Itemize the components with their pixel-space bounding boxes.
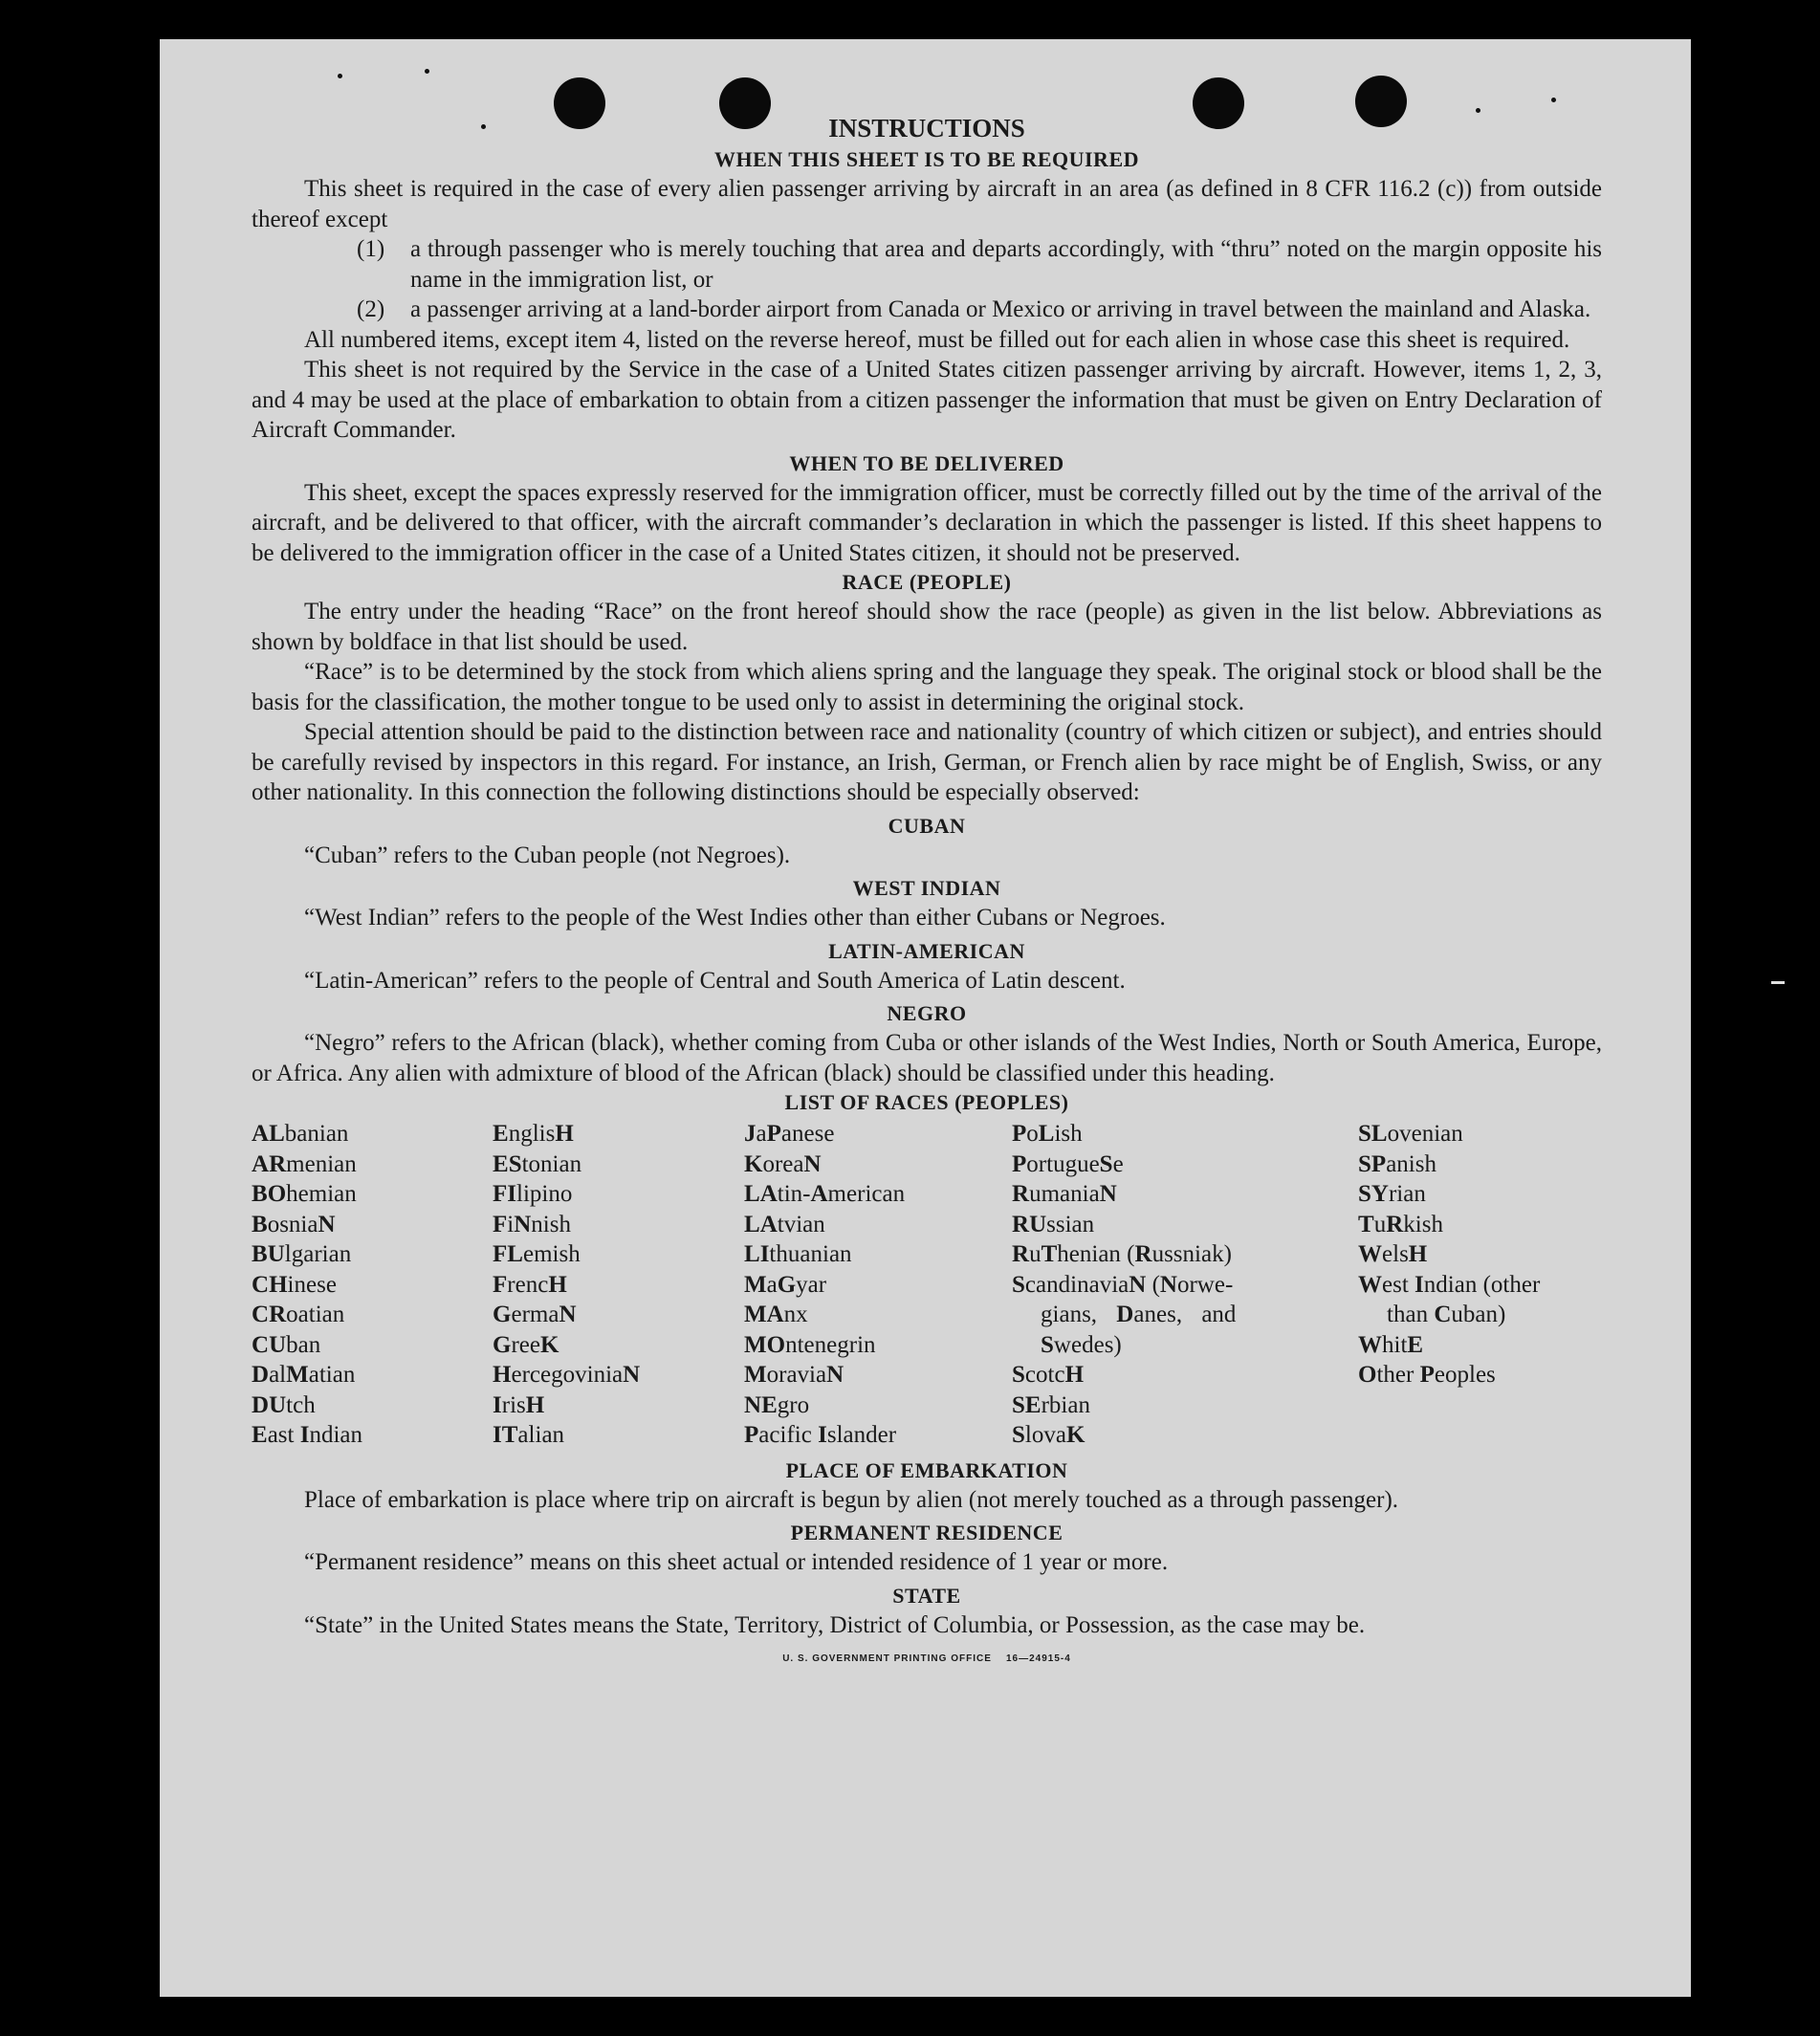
race-item: East Indian bbox=[252, 1422, 363, 1448]
race-item: IrisH bbox=[493, 1391, 545, 1418]
race-item: SLovenian bbox=[1358, 1121, 1463, 1147]
printer-imprint: U. S. GOVERNMENT PRINTING OFFICE 16—24915-4 bbox=[782, 1653, 1071, 1664]
paragraph: “State” in the United States means the State, Territory, District of Columbia, or Possession, as the case may be. bbox=[304, 1611, 1366, 1638]
paragraph: “West Indian” refers to the people of the West Indies other than either Cubans or Negroes. bbox=[304, 905, 1166, 930]
race-item: PortugueSe bbox=[1012, 1150, 1124, 1177]
race-item: BosniaN bbox=[252, 1211, 336, 1237]
section-heading: PERMANENT RESIDENCE bbox=[790, 1521, 1063, 1544]
race-item: RumaniaN bbox=[1012, 1181, 1117, 1207]
item-number: (1) bbox=[357, 236, 385, 262]
race-item: Pacific Islander bbox=[744, 1422, 897, 1448]
race-item: ScotcH bbox=[1012, 1362, 1085, 1388]
paragraph: “Cuban” refers to the Cuban people (not Negroes). bbox=[304, 842, 791, 868]
race-column-4 bbox=[1012, 1119, 1358, 1451]
race-item: FLemish bbox=[493, 1241, 581, 1267]
race-item: Other Peoples bbox=[1358, 1362, 1496, 1388]
race-item: ITalian bbox=[493, 1422, 565, 1448]
instructions-body bbox=[252, 114, 1602, 1664]
race-item: LIthuanian bbox=[744, 1241, 852, 1267]
race-item: SErbian bbox=[1012, 1391, 1090, 1418]
paragraph: This sheet is not required by the Service in the case of a United States citizen passenger arriving by aircraft. However, items 1, 2, 3, and 4 may be used at the place of embarkation to obtain from a citizen passenger the information that must be given on Entry Declaration of Aircraft Commander. bbox=[252, 357, 1602, 443]
race-item: DUtch bbox=[252, 1391, 316, 1418]
item-text: a through passenger who is merely touching that area and departs accordingly, with “thru” noted on the margin opposite his name in the immigration list, or bbox=[410, 236, 1602, 293]
race-item: FIlipino bbox=[493, 1181, 573, 1207]
list-item bbox=[252, 295, 1602, 325]
race-item: ScandinaviaN (Norwe- bbox=[1012, 1271, 1234, 1298]
speck bbox=[1476, 108, 1480, 113]
race-item: BUlgarian bbox=[252, 1241, 352, 1267]
list-item bbox=[252, 234, 1602, 295]
race-item: NEgro bbox=[744, 1391, 810, 1418]
paragraph: This sheet, except the spaces expressly reserved for the immigration officer, must be correctly filled out by the time of the arrival of the aircraft, and be delivered to that officer, with the aircraft commander’s declaration in which the passenger is listed. If this sheet happens to be delivered to the immigration officer in the case of a United States citizen, it should not be preserved. bbox=[252, 479, 1602, 566]
paragraph: Place of embarkation is place where trip on aircraft is begun by alien (not merely touched as a through passenger). bbox=[304, 1486, 1399, 1513]
speck bbox=[425, 69, 429, 74]
section-heading: PLACE OF EMBARKATION bbox=[785, 1457, 1068, 1482]
document-page bbox=[160, 39, 1691, 1997]
paragraph: “Negro” refers to the African (black), whether coming from Cuba or other islands of the West Indies, North or South America, Europe, or Africa. Any alien with admixture of blood of the African (black) should be classified under this heading. bbox=[252, 1030, 1602, 1086]
race-item: LAtvian bbox=[744, 1211, 825, 1237]
paragraph: This sheet is required in the case of every alien passenger arriving by aircraft in an area (as defined in 8 CFR 116.2 (c)) from outside thereof except bbox=[252, 176, 1602, 232]
paragraph: Special attention should be paid to the distinction between race and nationality (country of which citizen or subject), and entries should be carefully revised by inspectors in this regard. For instance, an Irish, German, or French alien by race might be of English, Swiss, or any other nationality. In this connection the following distinctions should be especially observed: bbox=[252, 719, 1602, 805]
race-item: RUssian bbox=[1012, 1211, 1095, 1237]
section-heading: LATIN-AMERICAN bbox=[828, 938, 1025, 963]
section-heading: WEST INDIAN bbox=[852, 876, 1001, 900]
section-heading: WHEN THIS SHEET IS TO BE REQUIRED bbox=[713, 147, 1140, 171]
race-item: FrencH bbox=[493, 1271, 567, 1298]
paragraph: All numbered items, except item 4, listed on the reverse hereof, must be filled out for each alien in whose case this sheet is required. bbox=[304, 326, 1570, 353]
race-item: DalMatian bbox=[252, 1362, 356, 1388]
race-column-2 bbox=[493, 1119, 744, 1451]
race-column-3 bbox=[744, 1119, 1012, 1451]
section-heading: NEGRO bbox=[887, 1001, 967, 1025]
race-item: EnglisH bbox=[493, 1121, 574, 1147]
paragraph: The entry under the heading “Race” on the front hereof should show the race (people) as given in the list below. Abbreviations as shown by boldface in that list should be used. bbox=[252, 599, 1602, 655]
section-heading: STATE bbox=[892, 1583, 961, 1608]
race-item: MOntenegrin bbox=[744, 1331, 876, 1358]
race-item: HercegoviniaN bbox=[493, 1362, 641, 1388]
race-item: WelsH bbox=[1358, 1241, 1428, 1267]
section-heading: CUBAN bbox=[888, 813, 966, 838]
race-item: LAtin-American bbox=[744, 1181, 906, 1207]
race-item-continued: Swedes) bbox=[1041, 1331, 1122, 1358]
race-item: TuRkish bbox=[1358, 1211, 1443, 1237]
race-item: SPanish bbox=[1358, 1150, 1436, 1177]
race-item: CUban bbox=[252, 1331, 321, 1358]
race-item: FiNnish bbox=[493, 1211, 571, 1237]
race-item: CRoatian bbox=[252, 1302, 345, 1327]
race-item: EStonian bbox=[493, 1150, 582, 1177]
race-item: GermaN bbox=[493, 1302, 577, 1327]
speck bbox=[1551, 98, 1556, 102]
race-item: JaPanese bbox=[744, 1121, 835, 1147]
item-text: a passenger arriving at a land-border airport from Canada or Mexico or arriving in travel between the mainland and Alaska. bbox=[410, 296, 1591, 322]
page-title: INSTRUCTIONS bbox=[828, 114, 1025, 142]
race-item-continued: than Cuban) bbox=[1387, 1302, 1506, 1327]
race-item: PoLish bbox=[1012, 1121, 1083, 1147]
race-list bbox=[252, 1119, 1602, 1451]
race-item-continued: gians, Danes, and bbox=[1041, 1302, 1237, 1327]
section-heading: RACE (PEOPLE) bbox=[842, 570, 1012, 594]
edge-mark bbox=[1771, 981, 1785, 984]
race-item: SlovaK bbox=[1012, 1422, 1085, 1448]
race-item: ARmenian bbox=[252, 1150, 357, 1177]
race-item: RuThenian (Russniak) bbox=[1012, 1241, 1232, 1267]
paragraph: “Permanent residence” means on this sheet actual or intended residence of 1 year or more. bbox=[304, 1549, 1169, 1575]
race-item: KoreaN bbox=[744, 1150, 822, 1177]
race-item: GreeK bbox=[493, 1331, 559, 1358]
race-item: MoraviaN bbox=[744, 1362, 844, 1388]
race-item: MaGyar bbox=[744, 1271, 827, 1298]
paragraph: “Race” is to be determined by the stock from which aliens spring and the language they speak. The original stock or blood shall be the basis for the classification, the mother tongue to be used only to assist in determining the original stock. bbox=[252, 659, 1602, 715]
race-item: WhitE bbox=[1358, 1331, 1424, 1358]
speck bbox=[338, 74, 342, 78]
paragraph: “Latin-American” refers to the people of Central and South America of Latin descent. bbox=[304, 967, 1126, 994]
race-item: BOhemian bbox=[252, 1181, 357, 1207]
race-item: CHinese bbox=[252, 1271, 337, 1298]
race-column-1 bbox=[252, 1119, 493, 1451]
section-heading: LIST OF RACES (PEOPLES) bbox=[784, 1090, 1069, 1114]
race-item: MAnx bbox=[744, 1302, 808, 1327]
race-item: ALbanian bbox=[252, 1121, 349, 1147]
race-item: SYrian bbox=[1358, 1181, 1426, 1207]
section-heading: WHEN TO BE DELIVERED bbox=[789, 450, 1064, 475]
race-item: West Indian (other bbox=[1358, 1271, 1541, 1298]
item-number: (2) bbox=[357, 296, 385, 322]
race-column-5 bbox=[1358, 1119, 1602, 1451]
